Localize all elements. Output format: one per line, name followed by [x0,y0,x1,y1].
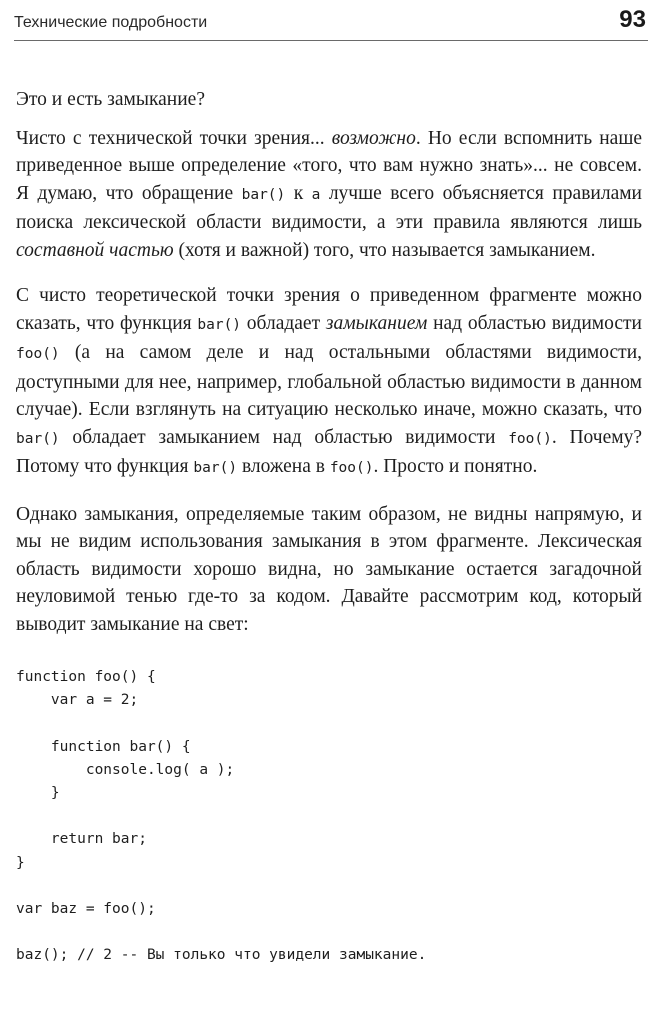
text-run: С чисто теоретической точки зрения о приведенном фрагменте можно сказать, что функция [16,285,642,334]
text-run: (а на самом деле и над остальными областями видимости, доступными для нее, например, глобальной областью видимости в данном случае). Если взглянуть на ситуацию несколько иначе, можно сказать, что [16,342,642,420]
paragraph-question: Это и есть замыкание? [16,89,205,110]
text-run: над областью видимости [427,312,642,334]
emphasis-text: замыканием [325,312,428,334]
inline-code: a [311,186,321,203]
code-listing: function foo() { var a = 2; function bar() { console.log( a ); } return bar; } var baz = foo(); baz(); // 2 -- Вы только что увидели замыкание. [16,669,427,964]
inline-code: foo() [508,430,552,447]
inline-code: bar() [241,186,286,203]
paragraph-closure-intro: Однако замыкания, определяемые таким образом, не видны напрямую, и мы не видим использования замыкания в этом фрагменте. Лексическая область видимости хорошо видна, но замыкание остается загадочной неуловимой тенью где-то за кодом. Давайте рассмотрим код, который выводит замыкание на свет: [16,503,642,635]
inline-code: foo() [16,346,60,362]
page-header [14,6,648,41]
text-run: к [285,182,312,204]
emphasis-text: составной частью [16,239,174,261]
text-run: вложена в [237,456,330,477]
text-run: обладает [241,312,326,334]
inline-code: bar() [197,316,242,333]
running-section-title: Технические подробности [14,14,208,31]
text-run: . Почему? Потому что функция [16,426,642,477]
inline-code: foo() [329,460,374,476]
emphasis-text: возможно [331,127,416,149]
text-run: (хотя и важной) того, что называется замыканием. [173,239,596,261]
page-content [16,86,642,968]
text-run: . Но если вспомнить наше приведенное выше определение «того, что вам нужно знать»... не совсем. Я думаю, что обращение [16,127,642,204]
paragraph-theoretical-view [16,282,642,483]
inline-code: bar() [193,460,238,476]
text-run: лучше всего объясняется правилами поиска лексической области видимости, а эти правила являются лишь [16,182,642,233]
paragraph-technical-view [16,125,642,265]
page-number: 93 [619,6,646,33]
text-run: Чисто с технической точки зрения... [16,127,332,149]
text-run: обладает замыканием над областью видимости [59,426,509,448]
inline-code: bar() [16,430,60,447]
text-run: . Просто и понятно. [373,456,538,477]
